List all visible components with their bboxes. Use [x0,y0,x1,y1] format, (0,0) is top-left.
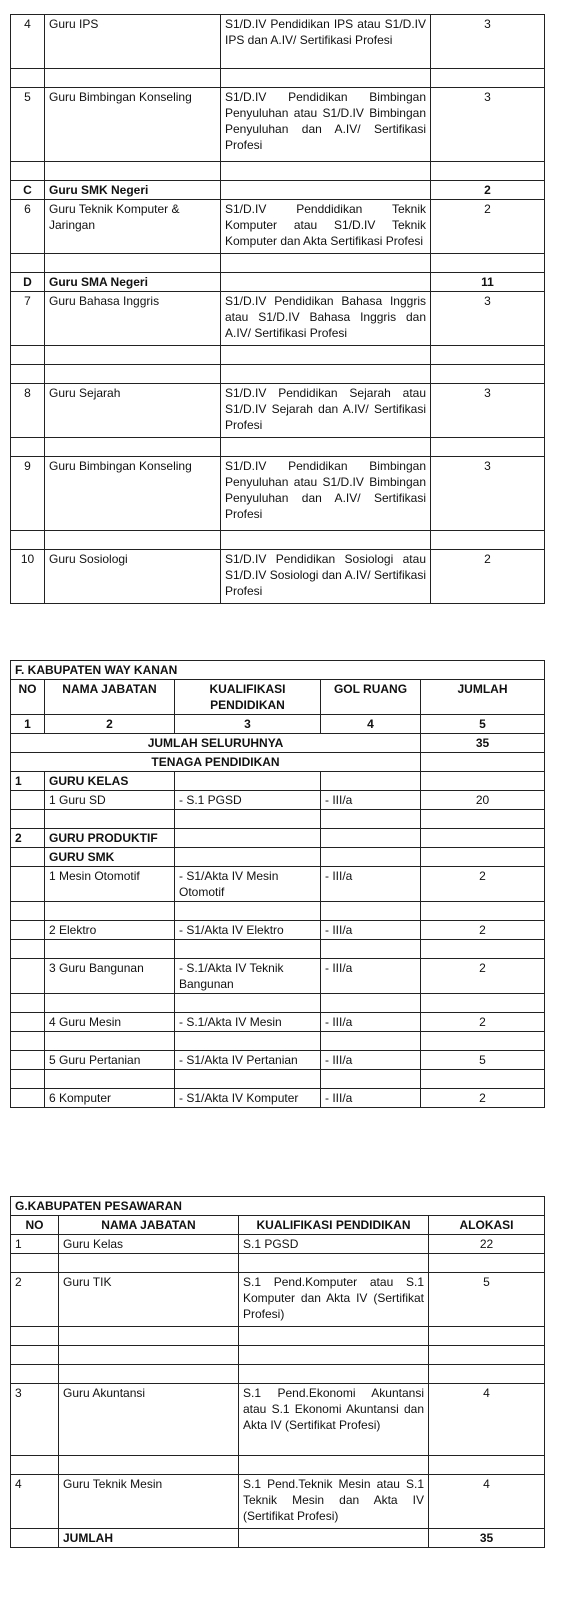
row-jabatan: 1 Mesin Otomotif [45,867,175,902]
column-number: 3 [175,715,321,734]
group-no: 1 [11,772,45,791]
row-no: 6 [11,200,45,254]
empty-row [11,531,545,550]
empty-row [11,69,545,88]
table-row [11,791,545,810]
empty-row [11,365,545,384]
table-row [11,921,545,940]
table-row [11,550,545,604]
subgroup-label: GURU SMK [45,848,175,867]
row-jabatan: Guru Bahasa Inggris [45,292,221,346]
row-kualifikasi: S.1 PGSD [239,1235,429,1254]
row-kualifikasi: S.1 Pend.Komputer atau S.1 Komputer dan Akta IV (Sertifikat Profesi) [239,1273,429,1327]
row-jabatan: Guru Kelas [59,1235,239,1254]
row-kualifikasi: - S.1/Akta IV Mesin [175,1013,321,1032]
column-number: 4 [321,715,421,734]
column-number-row [11,715,545,734]
row-kualifikasi: S1/D.IV Pendidikan Bimbingan Penyuluhan atau S1/D.IV Bimbingan Penyuluhan dan A.IV/ Sertifikasi Profesi [221,457,431,531]
table-row [11,1273,545,1327]
table-row [11,1089,545,1108]
total-label: JUMLAH [59,1529,239,1548]
row-gol: - III/a [321,921,421,940]
group-label: GURU PRODUKTIF [45,829,175,848]
header-gol: GOL RUANG [321,680,421,715]
table-row [11,200,545,254]
row-kualifikasi: S1/D.IV Pendidikan Bimbingan Penyuluhan atau S1/D.IV Bimbingan Penyuluhan dan A.IV/ Sertifikasi Profesi [221,88,431,162]
table-row [11,292,545,346]
subheading-row [11,753,545,772]
empty-row [11,1456,545,1475]
empty-row [11,346,545,365]
row-jabatan: Guru Akuntansi [59,1384,239,1456]
group-jumlah: 11 [431,273,545,292]
row-jumlah: 2 [421,1089,545,1108]
subheading: TENAGA PENDIDIKAN [11,753,421,772]
row-jabatan: Guru TIK [59,1273,239,1327]
empty-row [11,1254,545,1273]
header-row [11,1216,545,1235]
table-row [11,88,545,162]
group-row [11,273,545,292]
table-row [11,384,545,438]
row-alokasi: 4 [429,1475,545,1529]
row-gol: - III/a [321,1089,421,1108]
row-jabatan: 6 Komputer [45,1089,175,1108]
row-gol: - III/a [321,1013,421,1032]
section-e-table [10,14,545,604]
group-row [11,772,545,791]
row-kualifikasi: S1/D.IV Pendidikan Bahasa Inggris atau S1/D.IV Bahasa Inggris dan A.IV/ Sertifikasi Profesi [221,292,431,346]
table-row [11,1384,545,1456]
row-jabatan: Guru Teknik Mesin [59,1475,239,1529]
table-row [11,1235,545,1254]
row-no: 2 [11,1273,59,1327]
row-no: 4 [11,1475,59,1529]
row-jabatan: Guru Sejarah [45,384,221,438]
row-alokasi: 5 [429,1273,545,1327]
column-number: 2 [45,715,175,734]
total-value: 35 [429,1529,545,1548]
row-kualifikasi: - S.1 PGSD [175,791,321,810]
row-no: 5 [11,88,45,162]
total-row [11,734,545,753]
section-g-table [10,1196,545,1548]
row-gol: - III/a [321,1051,421,1070]
table-row [11,457,545,531]
row-kualifikasi: - S1/Akta IV Komputer [175,1089,321,1108]
row-kualifikasi: - S1/Akta IV Mesin Otomotif [175,867,321,902]
table-row [11,1475,545,1529]
row-kualifikasi: S.1 Pend.Ekonomi Akuntansi atau S.1 Ekonomi Akuntansi dan Akta IV (Sertifikat Profesi) [239,1384,429,1456]
table-row [11,1051,545,1070]
row-jabatan: 3 Guru Bangunan [45,959,175,994]
row-kualifikasi: S1/D.IV Penddidikan Teknik Komputer atau S1/D.IV Teknik Komputer dan Akta Sertifikasi Profesi [221,200,431,254]
row-alokasi: 4 [429,1384,545,1456]
row-kualifikasi: S1/D.IV Pendidikan Sejarah atau S1/D.IV Sejarah dan A.IV/ Sertifikasi Profesi [221,384,431,438]
row-kualifikasi: - S.1/Akta IV Teknik Bangunan [175,959,321,994]
group-jumlah: 2 [431,181,545,200]
row-jumlah: 3 [431,384,545,438]
total-label: JUMLAH SELURUHNYA [11,734,421,753]
row-no: 10 [11,550,45,604]
row-no: 3 [11,1384,59,1456]
empty-row [11,438,545,457]
row-no: 1 [11,1235,59,1254]
total-row [11,1529,545,1548]
group-no: C [11,181,45,200]
row-jumlah: 2 [421,959,545,994]
row-gol: - III/a [321,791,421,810]
table-row [11,867,545,902]
column-number: 1 [11,715,45,734]
row-kualifikasi: S1/D.IV Pendidikan IPS atau S1/D.IV IPS dan A.IV/ Sertifikasi Profesi [221,15,431,69]
empty-row [11,1032,545,1051]
row-jumlah: 2 [421,921,545,940]
empty-row [11,162,545,181]
row-jumlah: 3 [431,88,545,162]
table-row [11,959,545,994]
header-jabatan: NAMA JABATAN [59,1216,239,1235]
group-row [11,181,545,200]
section-title-row [11,1197,545,1216]
row-jumlah: 2 [431,550,545,604]
row-jabatan: Guru Bimbingan Konseling [45,457,221,531]
section-title: F. KABUPATEN WAY KANAN [11,661,545,680]
group-row [11,829,545,848]
row-jabatan: Guru Bimbingan Konseling [45,88,221,162]
row-jumlah: 3 [431,292,545,346]
row-jabatan: Guru Teknik Komputer & Jaringan [45,200,221,254]
header-no: NO [11,680,45,715]
row-jumlah: 3 [431,457,545,531]
total-value: 35 [421,734,545,753]
header-row [11,680,545,715]
column-number: 5 [421,715,545,734]
section-title-row [11,661,545,680]
empty-row [11,254,545,273]
row-jabatan: Guru Sosiologi [45,550,221,604]
row-no: 8 [11,384,45,438]
row-jabatan: 4 Guru Mesin [45,1013,175,1032]
empty-row [11,810,545,829]
row-jabatan: 1 Guru SD [45,791,175,810]
row-jabatan: 2 Elektro [45,921,175,940]
empty-row [11,940,545,959]
header-alokasi: ALOKASI [429,1216,545,1235]
row-jumlah: 20 [421,791,545,810]
row-kualifikasi: - S1/Akta IV Pertanian [175,1051,321,1070]
empty-row [11,902,545,921]
empty-row [11,994,545,1013]
empty-row [11,1070,545,1089]
group-label: Guru SMA Negeri [45,273,221,292]
row-gol: - III/a [321,959,421,994]
table-row [11,1013,545,1032]
group-no: D [11,273,45,292]
section-title: G.KABUPATEN PESAWARAN [11,1197,545,1216]
row-jumlah: 3 [431,15,545,69]
row-jumlah: 2 [431,200,545,254]
row-alokasi: 22 [429,1235,545,1254]
group-label: GURU KELAS [45,772,175,791]
row-no: 9 [11,457,45,531]
group-no: 2 [11,829,45,848]
header-jumlah: JUMLAH [421,680,545,715]
row-jumlah: 5 [421,1051,545,1070]
header-jabatan: NAMA JABATAN [45,680,175,715]
empty-row [11,1346,545,1365]
section-f-table [10,660,545,1108]
row-kualifikasi: S1/D.IV Pendidikan Sosiologi atau S1/D.IV Sosiologi dan A.IV/ Sertifikasi Profesi [221,550,431,604]
row-gol: - III/a [321,867,421,902]
row-kualifikasi: S.1 Pend.Teknik Mesin atau S.1 Teknik Mesin dan Akta IV (Sertifikat Profesi) [239,1475,429,1529]
row-jumlah: 2 [421,1013,545,1032]
group-label: Guru SMK Negeri [45,181,221,200]
header-kualifikasi: KUALIFIKASI PENDIDIKAN [175,680,321,715]
row-jabatan: Guru IPS [45,15,221,69]
empty-row [11,1365,545,1384]
row-kualifikasi: - S1/Akta IV Elektro [175,921,321,940]
row-jumlah: 2 [421,867,545,902]
empty-row [11,1327,545,1346]
header-kualifikasi: KUALIFIKASI PENDIDIKAN [239,1216,429,1235]
subgroup-row [11,848,545,867]
header-no: NO [11,1216,59,1235]
table-row [11,15,545,69]
row-no: 4 [11,15,45,69]
row-no: 7 [11,292,45,346]
row-jabatan: 5 Guru Pertanian [45,1051,175,1070]
